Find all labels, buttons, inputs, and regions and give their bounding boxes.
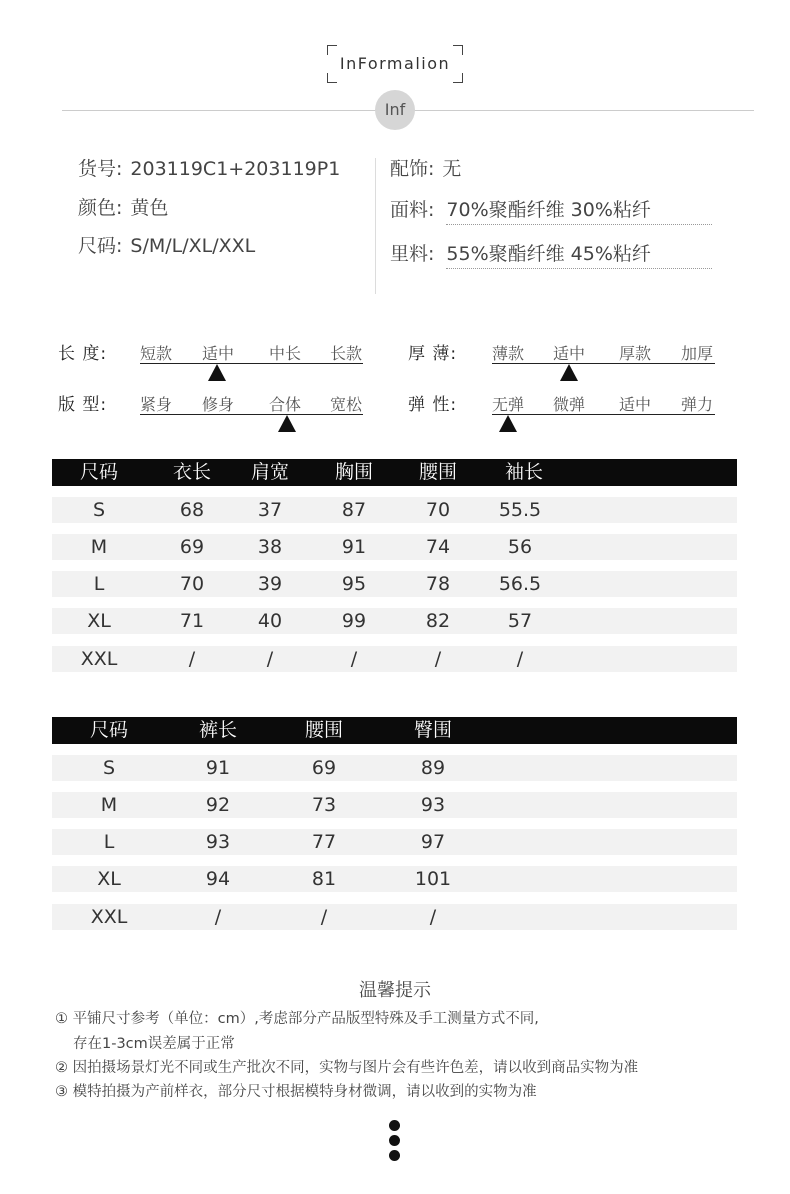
table-cell: 70 [179, 573, 205, 595]
info-label: 里料: [390, 243, 435, 265]
info-label: 配饰: [390, 158, 435, 180]
column-header: 袖长 [504, 461, 544, 483]
scale-option: 微弹 [553, 395, 586, 414]
table-row [52, 646, 737, 672]
table-cell: 56 [507, 536, 533, 558]
table-cell: 99 [341, 610, 367, 632]
selected-marker-icon [560, 364, 578, 381]
table-cell: 56.5 [498, 573, 542, 595]
column-header: 尺码 [89, 719, 129, 741]
table-cell: M [100, 794, 118, 816]
attr-label-fit: 版 型: [58, 395, 108, 415]
scale-option: 合体 [269, 395, 302, 414]
table-cell: 78 [425, 573, 451, 595]
table-cell: 37 [257, 499, 283, 521]
table-cell: 57 [507, 610, 533, 632]
info-value: 70%聚酯纤维 30%粘纤 [446, 195, 712, 225]
column-header: 臀围 [413, 719, 453, 741]
table-cell: / [320, 906, 328, 928]
table-cell: 55.5 [498, 499, 542, 521]
table-cell: XXL [90, 906, 128, 928]
info-value: 无 [442, 158, 462, 180]
attr-label-thickness: 厚 薄: [408, 344, 458, 364]
scale-line [140, 363, 363, 364]
scale-line [492, 363, 715, 364]
table-cell: 69 [179, 536, 205, 558]
table-cell: 92 [205, 794, 231, 816]
column-header: 腰围 [304, 719, 344, 741]
column-header: 尺码 [79, 461, 119, 483]
note-item: ③ 模特拍摄为产前样衣，部分尺寸根据模特身材微调，请以收到的实物为准 [55, 1084, 537, 1100]
note-item: ② 因拍摄场景灯光不同或生产批次不同，实物与图片会有些许色差，请以收到商品实物为准 [55, 1060, 639, 1076]
selected-marker-icon [278, 415, 296, 432]
info-value: 55%聚酯纤维 45%粘纤 [446, 239, 712, 269]
scale-option: 无弹 [492, 395, 525, 414]
table-cell: 68 [179, 499, 205, 521]
table-cell: 40 [257, 610, 283, 632]
info-item-size [78, 231, 255, 258]
column-header: 衣长 [172, 461, 212, 483]
scale-option: 适中 [619, 395, 652, 414]
column-header: 肩宽 [250, 461, 290, 483]
note-item: 存在1-3cm误差属于正常 [73, 1036, 235, 1052]
scale-line [492, 414, 715, 415]
attr-label-length: 长 度: [58, 344, 108, 364]
note-item: ① 平铺尺寸参考（单位：cm）,考虑部分产品版型特殊及手工测量方式不同, [55, 1011, 539, 1027]
table-cell: 93 [420, 794, 446, 816]
frame-corner [327, 73, 337, 83]
table-row [52, 497, 737, 523]
scale-option: 加厚 [681, 344, 714, 363]
table-row [52, 534, 737, 560]
table-cell: / [214, 906, 222, 928]
column-header: 裤长 [198, 719, 238, 741]
notes-title: 温馨提示 [359, 980, 431, 1001]
dot-icon [389, 1120, 400, 1131]
column-header: 腰围 [418, 461, 458, 483]
table-cell: XL [97, 868, 121, 890]
table-cell: 93 [205, 831, 231, 853]
selected-marker-icon [499, 415, 517, 432]
bottom-table-header [52, 717, 737, 744]
info-divider [375, 158, 376, 294]
table-cell: 77 [311, 831, 337, 853]
table-cell: 91 [341, 536, 367, 558]
info-value: 黄色 [130, 197, 169, 219]
info-item-style-no [78, 154, 340, 181]
table-cell: 69 [311, 757, 337, 779]
table-cell: / [434, 648, 442, 670]
table-cell: XL [87, 610, 111, 632]
table-row [52, 904, 737, 930]
info-label: 货号: [78, 158, 123, 180]
table-row [52, 571, 737, 597]
scale-option: 弹力 [681, 395, 714, 414]
table-cell: / [429, 906, 437, 928]
table-cell: 87 [341, 499, 367, 521]
frame-corner [453, 73, 463, 83]
table-cell: 71 [179, 610, 205, 632]
info-item-color [78, 193, 168, 220]
table-cell: L [93, 573, 105, 595]
info-item-lining [390, 239, 712, 269]
scale-option: 适中 [202, 344, 235, 363]
table-cell: XXL [80, 648, 118, 670]
info-label: 颜色: [78, 197, 123, 219]
scale-option: 短款 [140, 344, 173, 363]
table-row [52, 792, 737, 818]
table-cell: 73 [311, 794, 337, 816]
section-badge: Inf [375, 90, 415, 130]
table-row [52, 829, 737, 855]
table-cell: 38 [257, 536, 283, 558]
table-row [52, 608, 737, 634]
table-cell: 89 [420, 757, 446, 779]
info-label: 尺码: [78, 235, 123, 257]
selected-marker-icon [208, 364, 226, 381]
brand-title: InFormalion [339, 54, 451, 73]
table-cell: 94 [205, 868, 231, 890]
scale-option: 薄款 [492, 344, 525, 363]
table-cell: 74 [425, 536, 451, 558]
scale-option: 中长 [269, 344, 302, 363]
table-cell: 39 [257, 573, 283, 595]
info-item-fabric [390, 195, 712, 225]
table-cell: 70 [425, 499, 451, 521]
table-cell: S [92, 499, 106, 521]
scale-option: 紧身 [140, 395, 173, 414]
brand-frame [327, 45, 463, 83]
table-cell: 95 [341, 573, 367, 595]
table-row [52, 755, 737, 781]
info-value: S/M/L/XL/XXL [130, 235, 256, 257]
table-cell: 101 [414, 868, 452, 890]
info-item-accessory [390, 154, 461, 181]
table-cell: 82 [425, 610, 451, 632]
table-row [52, 866, 737, 892]
table-cell: / [266, 648, 274, 670]
info-value: 203119C1+203119P1 [130, 158, 341, 180]
dot-icon [389, 1150, 400, 1161]
scale-line [140, 414, 363, 415]
top-table-header [52, 459, 737, 486]
table-cell: 91 [205, 757, 231, 779]
table-cell: S [102, 757, 116, 779]
table-cell: 81 [311, 868, 337, 890]
column-header: 胸围 [334, 461, 374, 483]
table-cell: / [516, 648, 524, 670]
table-cell: M [90, 536, 108, 558]
attr-label-elasticity: 弹 性: [408, 395, 458, 415]
scale-option: 宽松 [330, 395, 363, 414]
dot-icon [389, 1135, 400, 1146]
scale-option: 厚款 [619, 344, 652, 363]
table-cell: / [188, 648, 196, 670]
scale-option: 适中 [553, 344, 586, 363]
scale-option: 长款 [330, 344, 363, 363]
table-cell: / [350, 648, 358, 670]
info-label: 面料: [390, 199, 435, 221]
scale-option: 修身 [202, 395, 235, 414]
table-cell: 97 [420, 831, 446, 853]
table-cell: L [103, 831, 115, 853]
